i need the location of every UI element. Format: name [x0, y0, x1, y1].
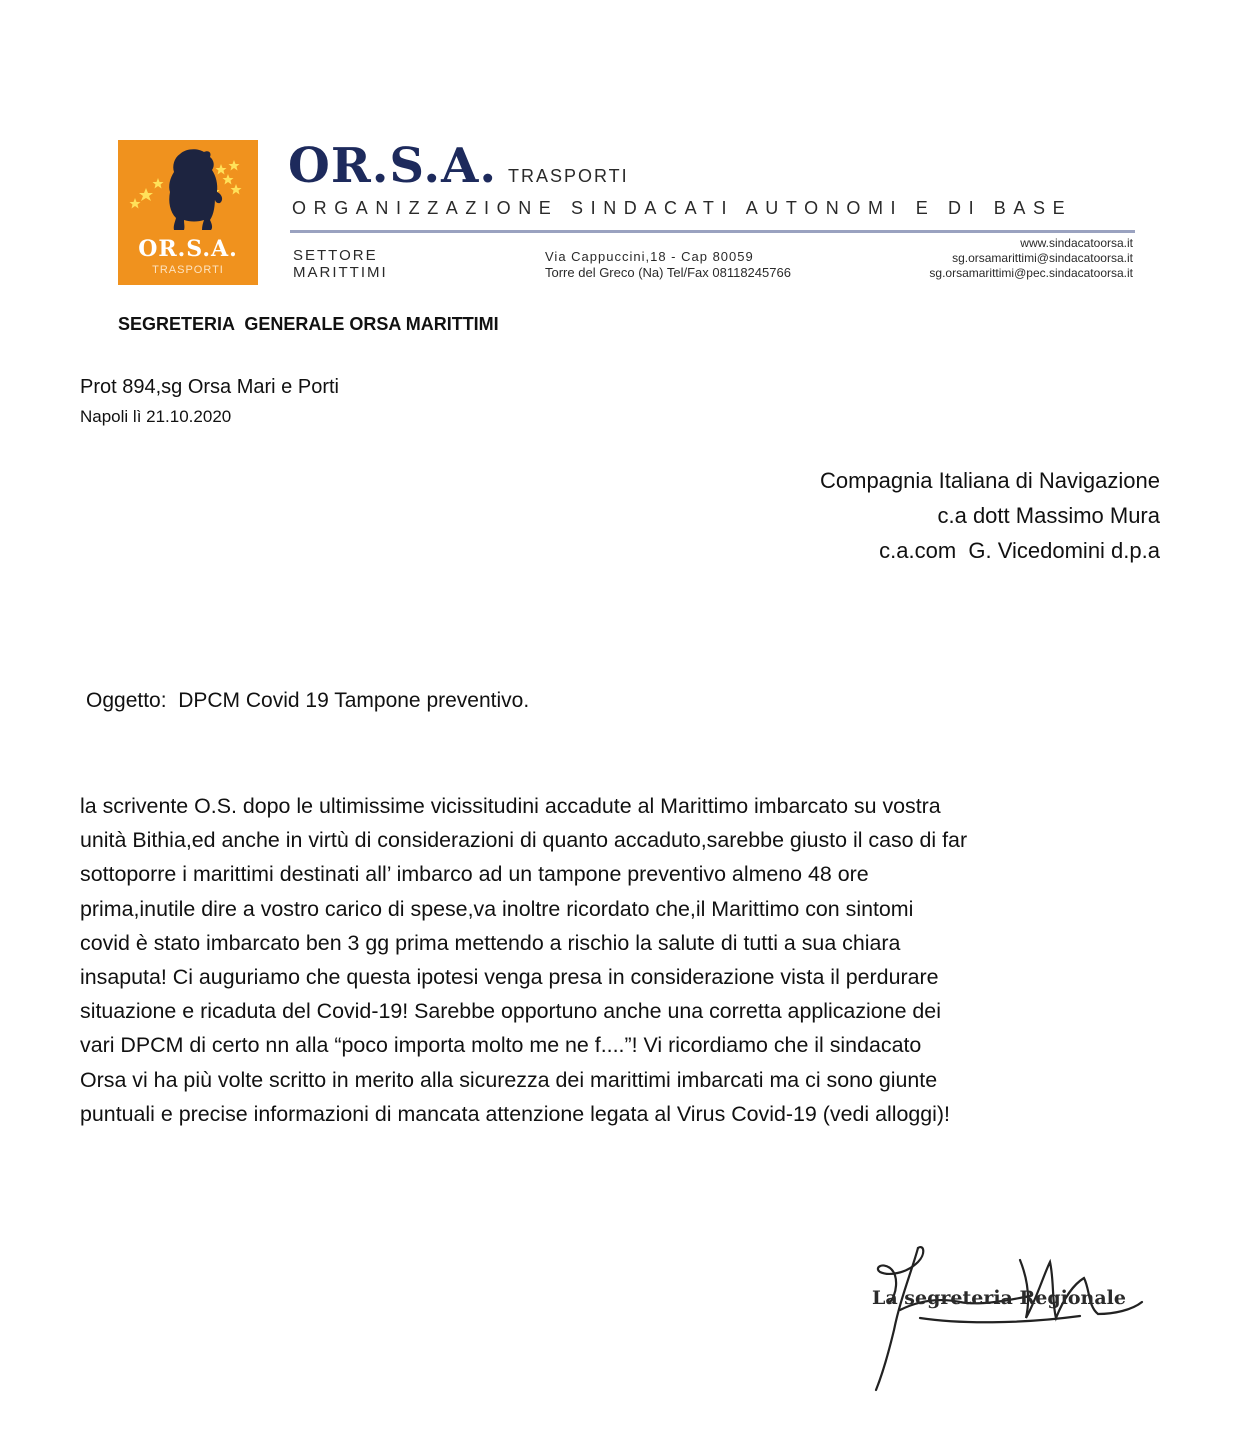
header-divider: [290, 230, 1135, 233]
sector-line-2: MARITTIMI: [293, 264, 388, 281]
body-line: Orsa vi ha più volte scritto in merito alla sicurezza dei marittimi imbarcati ma ci sono giunte: [80, 1067, 938, 1092]
pec-email-link[interactable]: sg.orsamarittimi@pec.sindacatoorsa.it: [929, 266, 1133, 280]
sector-label: [293, 247, 388, 281]
department-title: SEGRETERIA GENERALE ORSA MARITTIMI: [118, 314, 499, 334]
body-line: vari DPCM di certo nn alla “poco importa molto me ne f....”! Vi ricordiamo che il sindacato: [80, 1033, 922, 1058]
handwritten-signature: [860, 1240, 1160, 1400]
orsa-logo: [118, 140, 258, 285]
body-line: situazione e ricaduta del Covid-19! Sarebbe opportuno anche una corretta applicazione dei: [80, 999, 941, 1024]
sector-line-1: SETTORE: [293, 247, 378, 264]
body-line: la scrivente O.S. dopo le ultimissime vicissitudini accadute al Marittimo imbarcato su vostra: [80, 794, 941, 818]
brand-name: OR.S.A.: [288, 138, 498, 194]
subject-line: Oggetto: DPCM Covid 19 Tampone preventivo.: [86, 689, 530, 712]
brand-subtitle: TRASPORTI: [508, 166, 629, 186]
body-line: puntuali e precise informazioni di mancata attenzione legata al Virus Covid-19 (vedi alloggi)!: [80, 1101, 950, 1126]
contacts-block: [929, 236, 1133, 281]
body-line: unità Bithia,ed anche in virtù di considerazioni di quanto accaduto,sarebbe giusto il caso di far: [80, 828, 968, 853]
protocol-number: Prot 894,sg Orsa Mari e Porti: [80, 376, 339, 398]
recipient-line: Compagnia Italiana di Navigazione: [820, 468, 1160, 493]
logo-name: OR.S.A.: [138, 236, 238, 262]
letter-body: [80, 789, 1170, 1131]
email-link[interactable]: sg.orsamarittimi@sindacatoorsa.it: [952, 251, 1133, 265]
address-block: [545, 249, 791, 281]
recipient-line: c.a.com G. Vicedomini d.p.a: [879, 538, 1160, 563]
website-link[interactable]: www.sindacatoorsa.it: [1020, 236, 1133, 250]
letter-date: Napoli lì 21.10.2020: [80, 407, 232, 426]
logo-subtitle: TRASPORTI: [152, 264, 224, 276]
body-line: prima,inutile dire a vostro carico di spese,va inoltre ricordato che,il Marittimo con sintomi: [80, 896, 914, 921]
body-line: insaputa! Ci auguriamo che questa ipotesi venga presa in considerazione vista il perdurare: [80, 965, 939, 990]
recipient-line: c.a dott Massimo Mura: [937, 503, 1160, 528]
recipients-block: [820, 463, 1160, 568]
address-city-phone: Torre del Greco (Na) Tel/Fax 08118245766: [545, 265, 791, 280]
body-line: sottoporre i marittimi destinati all’ imbarco ad un tampone preventivo almeno 48 ore: [80, 862, 869, 887]
organization-full-name: ORGANIZZAZIONE SINDACATI AUTONOMI E DI BASE: [292, 198, 1073, 218]
signature-label: La segreteria Regionale: [872, 1287, 1126, 1309]
address-street: Via Cappuccini,18 - Cap 80059: [545, 249, 754, 264]
body-line: covid è stato imbarcato ben 3 gg prima mettendo a rischio la salute di tutti a sua chiara: [80, 930, 901, 955]
